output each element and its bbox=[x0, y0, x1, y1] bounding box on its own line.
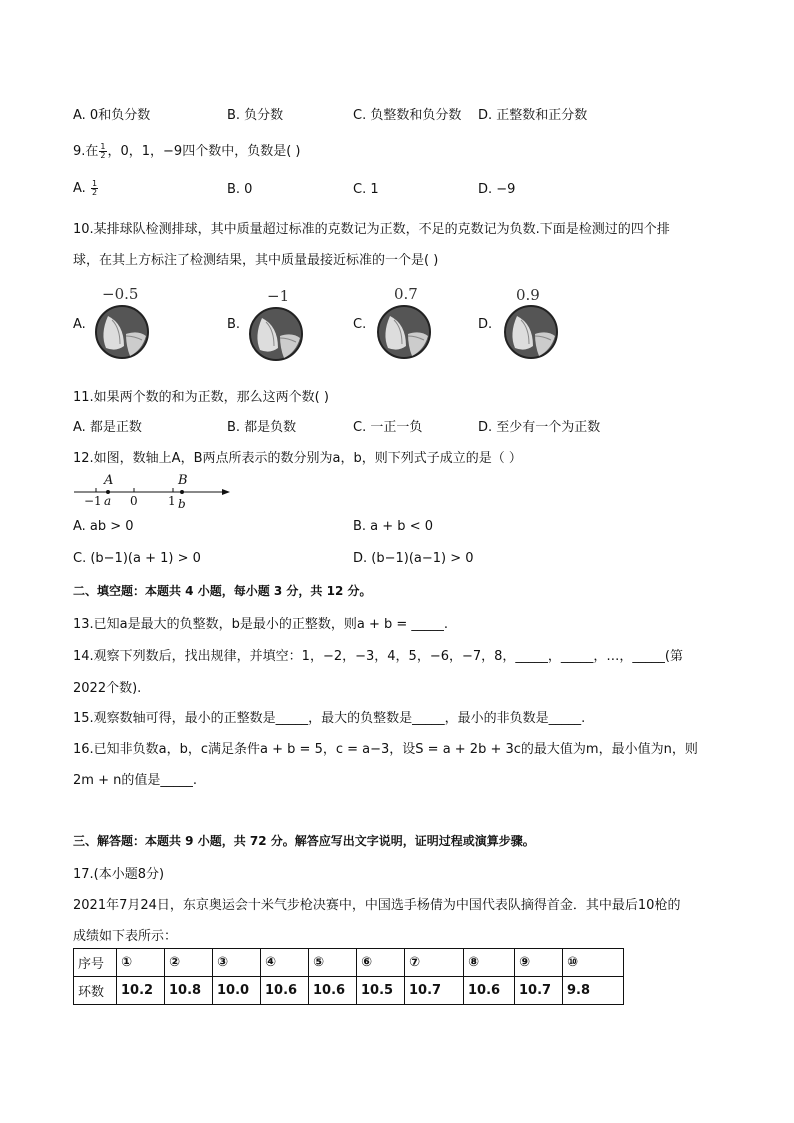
table-row bbox=[74, 949, 624, 977]
q12-option-d: D. (b−1)(a−1) > 0 bbox=[353, 551, 474, 566]
q9-fraction: $\frac{1}{2}$ bbox=[100, 142, 106, 160]
volleyball-icon bbox=[503, 304, 559, 360]
q10-ball-a-value: −0.5 bbox=[102, 285, 139, 303]
number-line-diagram bbox=[70, 470, 235, 512]
tick-one: 1 bbox=[168, 494, 176, 508]
table-cell: 10.7 bbox=[405, 977, 464, 1005]
q15: 15.观察数轴可得，最小的正整数是_____，最大的负整数是_____，最小的非负数是_____. bbox=[73, 711, 586, 726]
table-cell: 10.6 bbox=[464, 977, 515, 1005]
q17-line2: 成绩如下表所示： bbox=[73, 929, 178, 944]
q17-title: 17.(本小题8分) bbox=[73, 867, 165, 882]
q11-option-c: C. 一正一负 bbox=[353, 420, 423, 435]
table-cell: ⑧ bbox=[464, 949, 515, 977]
table-cell: 10.2 bbox=[117, 977, 165, 1005]
q11-option-a: A. 都是正数 bbox=[73, 420, 142, 435]
q9-option-a: A. $\frac{1}{2}$ bbox=[73, 179, 98, 197]
table-header-cell: 环数 bbox=[74, 977, 117, 1005]
q10-option-d-label: D. bbox=[478, 317, 493, 332]
table-cell: 10.7 bbox=[515, 977, 563, 1005]
table-row bbox=[74, 977, 624, 1005]
table-header-cell: 序号 bbox=[74, 949, 117, 977]
table-cell: ⑩ bbox=[563, 949, 624, 977]
q10-ball-d-value: 0.9 bbox=[516, 286, 540, 304]
table-cell: ⑤ bbox=[309, 949, 357, 977]
table-cell: 10.0 bbox=[213, 977, 261, 1005]
q8-option-b: B. 负分数 bbox=[227, 108, 284, 123]
q12-stem: 12.如图，数轴上A，B两点所表示的数分别为a，b，则下列式子成立的是（ ） bbox=[73, 451, 522, 466]
q10-option-c-label: C. bbox=[353, 317, 367, 332]
q17-line1: 2021年7月24日，东京奥运会十米气步枪决赛中，中国选手杨倩为中国代表队摘得首金．其中最后10枪的 bbox=[73, 898, 681, 913]
q8-option-c: C. 负整数和负分数 bbox=[353, 108, 462, 123]
q9-option-d: D. −9 bbox=[478, 182, 516, 197]
table-cell: ① bbox=[117, 949, 165, 977]
section-3-heading: 三、解答题：本题共 9 小题，共 72 分。解答应写出文字说明，证明过程或演算步骤。 bbox=[73, 834, 535, 848]
point-a-label: A bbox=[104, 473, 114, 488]
q11-option-d: D. 至少有一个为正数 bbox=[478, 420, 601, 435]
var-a-label: a bbox=[104, 494, 112, 508]
volleyball-icon bbox=[376, 304, 432, 360]
q12-option-c: C. (b−1)(a + 1) > 0 bbox=[73, 551, 201, 566]
q16-line1: 16.已知非负数a，b，c满足条件a + b = 5，c = a−3，设S = a + 2b + 3c的最大值为m，最小值为n，则 bbox=[73, 742, 698, 757]
volleyball-icon bbox=[94, 304, 150, 360]
q11-stem: 11.如果两个数的和为正数，那么这两个数( ) bbox=[73, 390, 329, 405]
q9-stem: 9.在 $\frac{1}{2}$ ，0，1，−9四个数中，负数是( ) bbox=[73, 142, 301, 160]
table-cell: 10.5 bbox=[357, 977, 405, 1005]
q10-line2: 球，在其上方标注了检测结果，其中质量最接近标准的一个是( ) bbox=[73, 253, 439, 268]
q10-line1: 10.某排球队检测排球，其中质量超过标准的克数记为正数，不足的克数记为负数.下面是检测过的四个排 bbox=[73, 222, 670, 237]
tick-zero: 0 bbox=[130, 494, 138, 508]
q9-option-c: C. 1 bbox=[353, 182, 379, 197]
var-b-label: b bbox=[178, 497, 186, 511]
table-cell: ⑨ bbox=[515, 949, 563, 977]
q10-ball-c-value: 0.7 bbox=[394, 285, 418, 303]
q8-option-d: D. 正整数和正分数 bbox=[478, 108, 588, 123]
q12-option-b: B. a + b < 0 bbox=[353, 519, 433, 534]
q13: 13.已知a是最大的负整数，b是最小的正整数，则a + b = _____. bbox=[73, 617, 449, 632]
point-b-label: B bbox=[178, 473, 188, 488]
q12-option-a: A. ab > 0 bbox=[73, 519, 134, 534]
q16-line2: 2m + n的值是_____. bbox=[73, 773, 197, 788]
table-cell: 10.6 bbox=[261, 977, 309, 1005]
q10-option-a-label: A. bbox=[73, 317, 86, 332]
q14-line2: 2022个数). bbox=[73, 681, 142, 696]
table-cell: ⑦ bbox=[405, 949, 464, 977]
table-cell: ② bbox=[165, 949, 213, 977]
table-cell: ④ bbox=[261, 949, 309, 977]
q8-option-a: A. 0和负分数 bbox=[73, 108, 151, 123]
q14-line1: 14.观察下列数后，找出规律，并填空：1，−2，−3，4，5，−6，−7，8，_____，_____，…，_____(第 bbox=[73, 649, 683, 664]
table-cell: 10.6 bbox=[309, 977, 357, 1005]
table-cell: 9.8 bbox=[563, 977, 624, 1005]
q11-option-b: B. 都是负数 bbox=[227, 420, 297, 435]
q9-option-b: B. 0 bbox=[227, 182, 253, 197]
table-cell: ③ bbox=[213, 949, 261, 977]
q10-ball-b-value: −1 bbox=[267, 287, 290, 305]
table-cell: 10.8 bbox=[165, 977, 213, 1005]
section-2-heading: 二、填空题：本题共 4 小题，每小题 3 分，共 12 分。 bbox=[73, 584, 372, 598]
q10-option-b-label: B. bbox=[227, 317, 241, 332]
volleyball-icon bbox=[248, 306, 304, 362]
tick-minus-one: −1 bbox=[84, 494, 102, 508]
table-cell: ⑥ bbox=[357, 949, 405, 977]
score-table bbox=[73, 948, 624, 1005]
